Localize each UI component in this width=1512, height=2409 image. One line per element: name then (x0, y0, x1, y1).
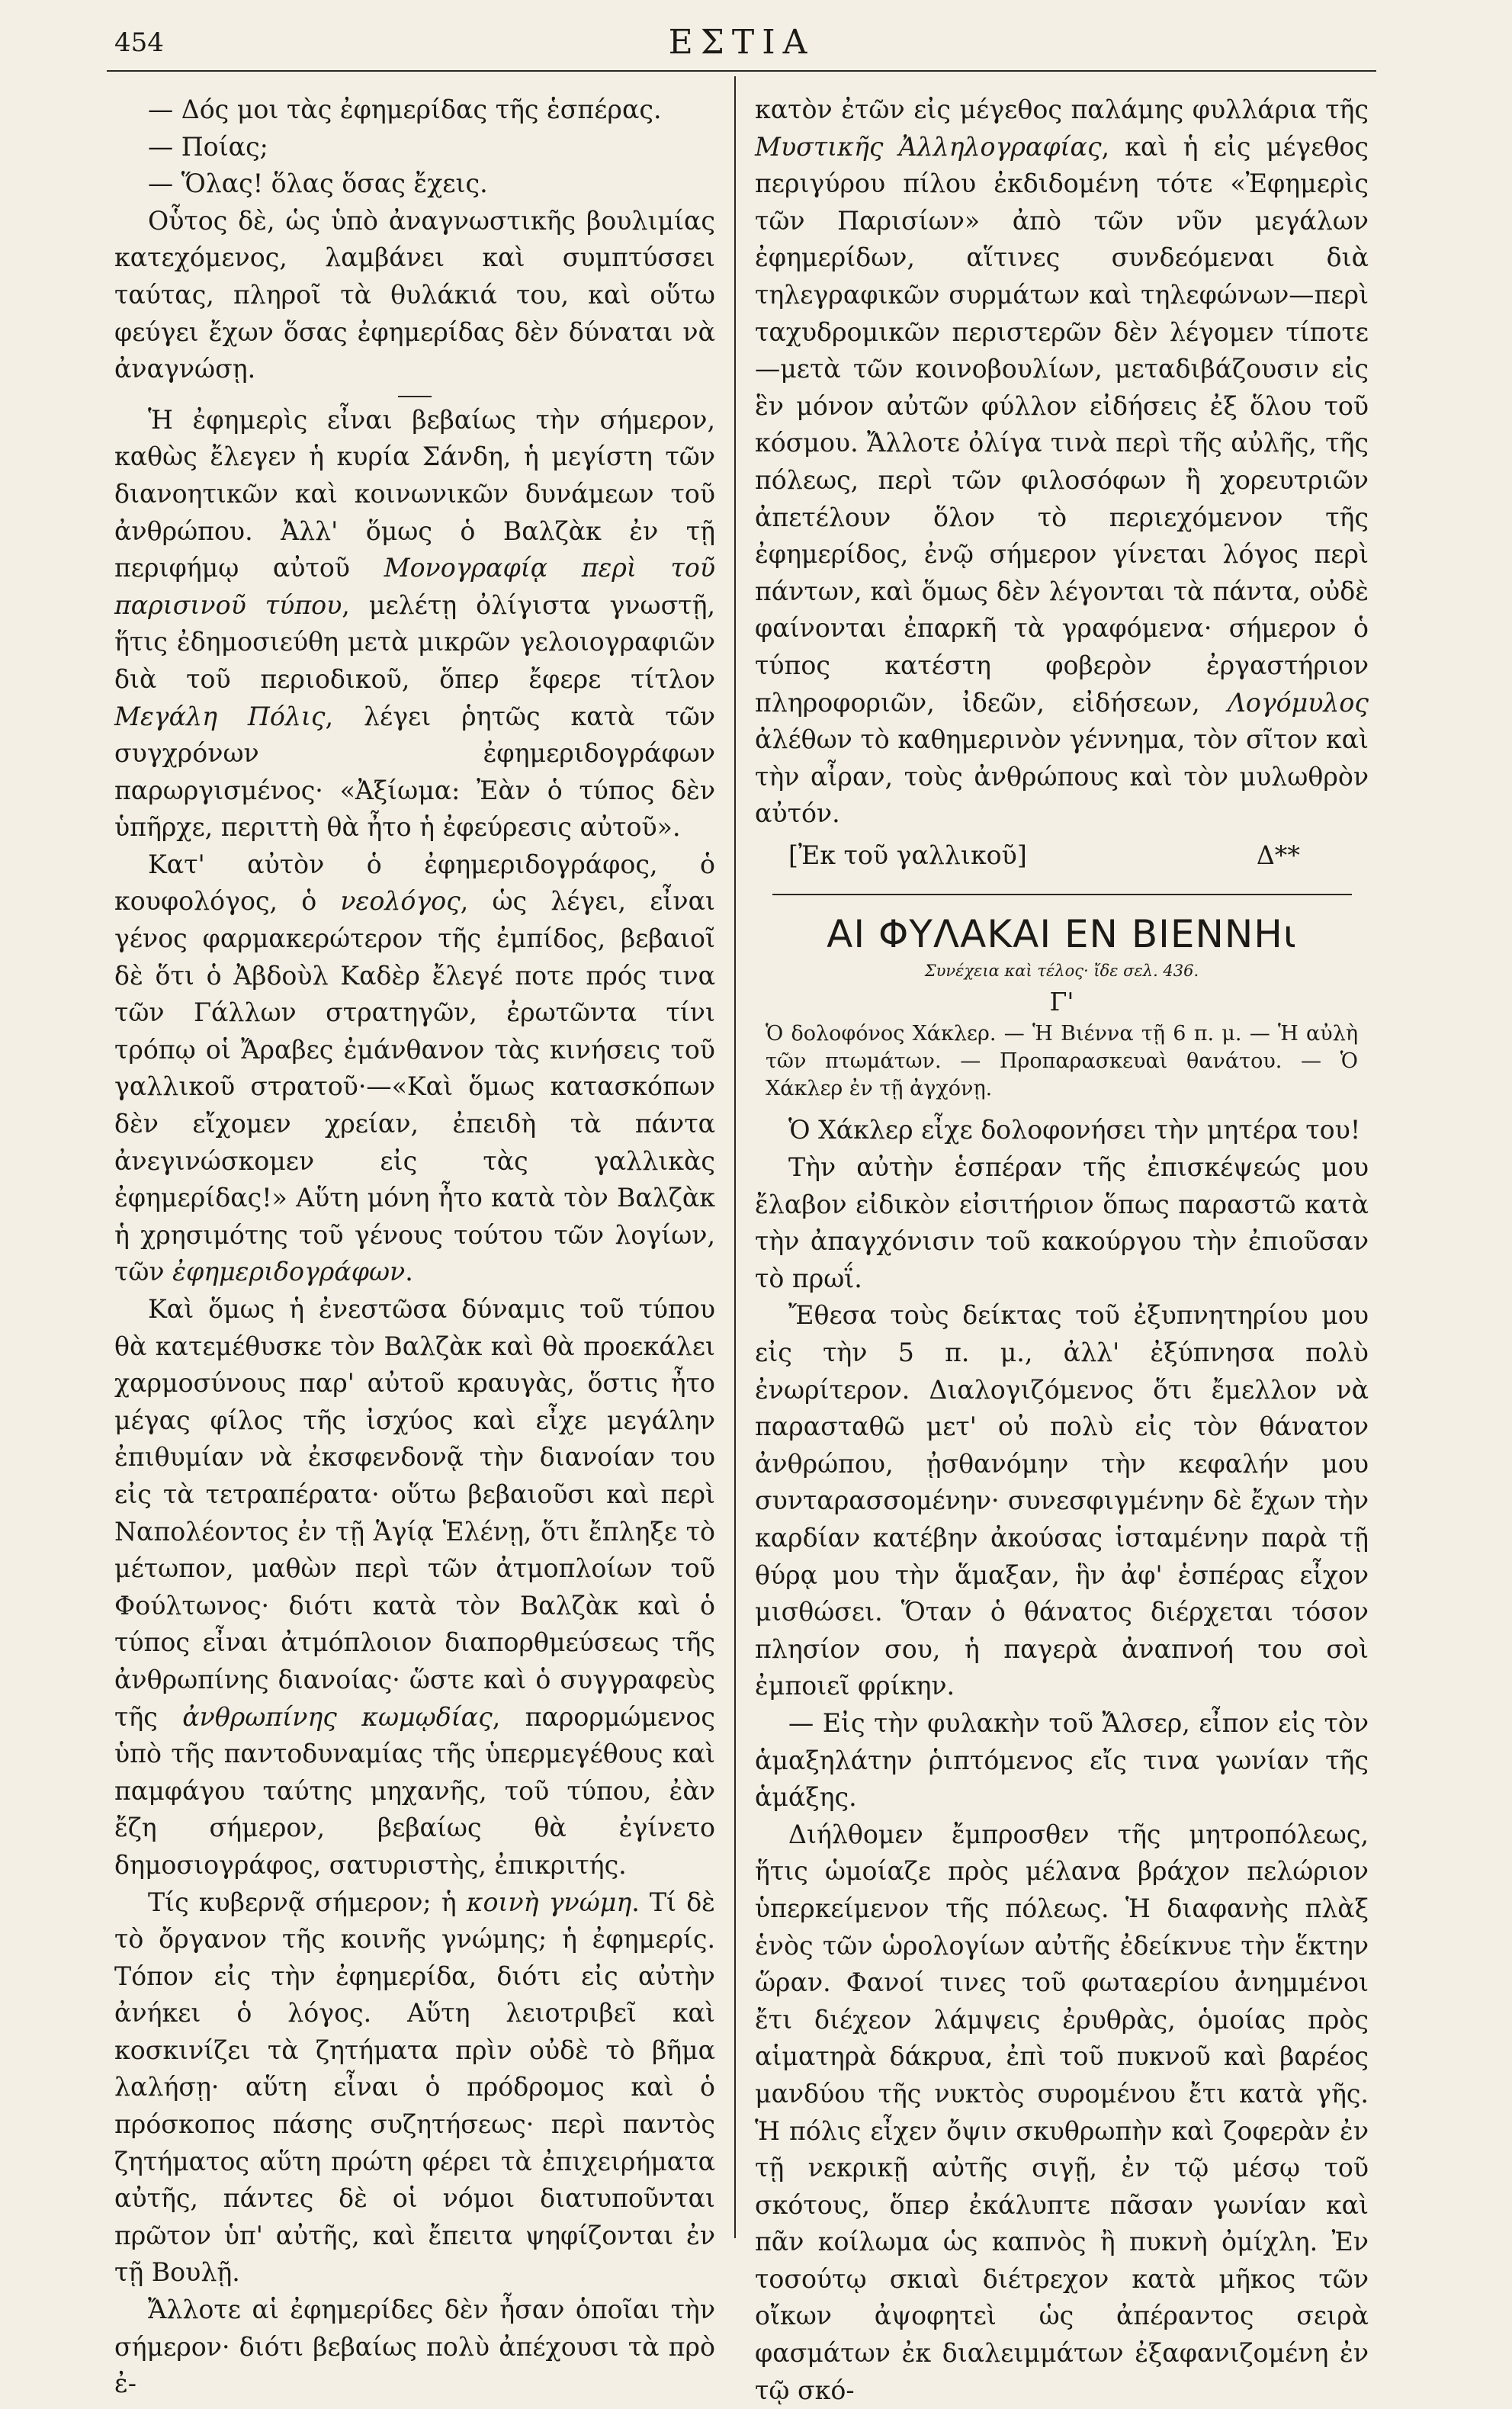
chapter-numeral: Γ' (1049, 987, 1074, 1017)
paragraph: Διήλθομεν ἔμπροσθεν τῆς μητροπόλεως, ἥτις ὡμοίαζε πρὸς μέλανα βράχον πελώριον ὑπερκείμενον τῆς πόλεως. Ἡ διαφανὴς πλὰξ ἑνὸς τῶν ὡρολογίων αὐτῆς ἐδείκνυε τὴν ἕκτην ὥραν. Φανοί τινες τοῦ φωταερίου ἀνημμένοι ἔτι διέχεον λάμψεις ἐρυθρὰς, ὁμοίας πρὸς αἱματηρὰ δάκρυα, ἐπὶ τοῦ πυκνοῦ καὶ βαρέος μανδύου τῆς νυκτὸς συρομένου ἔτι κατὰ γῆς. Ἡ πόλις εἶχεν ὄψιν σκυθρωπὴν καὶ ζοφερὰν ἐν τῇ νεκρικῇ αὐτῆς σιγῇ, ἐν τῷ μέσῳ τοῦ σκότους, ὅπερ ἐκάλυπτε πᾶσαν γωνίαν καὶ πᾶν κοίλωμα ὡς καπνὸς ἢ πυκνὴ ὀμίχλη. Ἐν τοσούτῳ σκιαὶ διέτρεχον κατὰ μῆκος τῶν οἴκων ἀψοφητεὶ ὡς ἀπέραντος σειρὰ φασμάτων ἐκ διαλειμμάτων ἐξαφανιζομένη ἐν τῷ σκό- (755, 1819, 1369, 2405)
text-run: Ἡ ἐφημερὶς εἶναι βεβαίως τὴν σήμερον, καθὼς ἔλεγεν ἡ κυρία Σάνδη, ἡ μεγίστη τῶν διανοητικῶν καὶ κοινωνικῶν δυνάμεων τοῦ ἀνθρώπου. Ἀλλ' ὅμως ὁ Βαλζὰκ ἐν τῇ περιφήμῳ αὐτοῦ (114, 404, 715, 583)
paragraph (114, 1291, 715, 1884)
italic-term: κοινὴ γνώμη (466, 1887, 632, 1917)
text-run: , λέγει ῥητῶς κατὰ τῶν συγχρόνων ἐφημεριδογράφων παρωργισμένος· «Ἀξίωμα: Ἐὰν ὁ τύπος δὲν ὑπῆρχε, περιττὴ θὰ ἦτο ἡ ἐφεύρεσις αὐτοῦ». (114, 701, 715, 843)
text-run: . Τί δὲ τὸ ὄργανον τῆς κοινῆς γνώμης; ἡ ἐφημερίς. Τόπον εἰς τὴν ἐφημερίδα, διότι εἰς αὐτὴν ἀνήκει ὁ λόγος. Αὕτη λειοτριβεῖ καὶ κοσκινίζει τὰ ζητήματα πρὶν οὐδὲ τὸ βῆμα λαλήσῃ· αὕτη εἶναι ὁ πρόδρομος καὶ ὁ πρόσκοπος πάσης συζητήσεως· περὶ παντὸς ζητήματος αὕτη πρώτη φέρει τὰ ἐπιχειρήματα αὐτῆς, πάντες δὲ οἱ νόμοι διατυποῦνται πρῶτον ὑπ' αὐτῆς, καὶ ἔπειτα ψηφίζονται ἐν τῇ Βουλῇ. (114, 1887, 715, 2288)
italic-title: Μεγάλη Πόλις (114, 701, 326, 731)
italic-term: Λογόμυλος (1227, 687, 1369, 718)
header-rule (107, 70, 1376, 72)
text-run: κατὸν ἐτῶν εἰς μέγεθος παλάμης φυλλάρια τῆς (755, 95, 1369, 124)
dialogue-line: — Ποίας; (148, 131, 268, 162)
paragraph: Ὁ Χάκλερ εἶχε δολοφονήσει τὴν μητέρα του! (788, 1115, 1361, 1145)
column-rule (734, 76, 736, 2238)
article-title: ΑΙ ΦΥΛΑΚΑΙ ΕΝ ΒΙΕΝΝΗι (827, 912, 1297, 957)
chapter-summary: Ὁ δολοφόνος Χάκλερ. — Ἡ Βιέννα τῇ 6 π. μ. — Ἡ αὐλὴ τῶν πτωμάτων. — Προπαρασκευαὶ θανάτου. — Ὁ Χάκλερ ἐν τῇ ἀγχόνῃ. (766, 1022, 1358, 1101)
article-separator (772, 894, 1352, 895)
article-subtitle: Συνέχεια καὶ τέλος· ἴδε σελ. 436. (924, 962, 1199, 981)
paragraph (755, 92, 1369, 833)
text-run: , καὶ ἡ εἰς μέγεθος περιγύρου πίλου ἐκδιδομένη τότε «Ἐφημερὶς τῶν Παρισίων» ἀπὸ τῶν νῦν μεγάλων ἐφημερίδων, αἵτινες συνδεόμεναι διὰ τηλεγραφικῶν συρμάτων καὶ τηλεφώνων—περὶ ταχυδρομικῶν περιστερῶν δὲν λέγομεν τίποτε—μετὰ τῶν κοινοβουλίων, μεταδιβάζουσιν εἰς ἓν μόνον αὐτῶν φύλλον εἰδήσεις ἐξ ὅλου τοῦ κόσμου. Ἄλλοτε ὀλίγα τινὰ περὶ τῆς αὐλῆς, τῆς πόλεως, περὶ τῶν φιλοσόφων ἢ χορευτριῶν ἀπετέλουν ὅλον τὸ περιεχόμενον τῆς ἐφημερίδος, ἐνῷ σήμερον γίνεται λόγος περὶ πάντων, καὶ ὅμως δὲν λέγονται τὰ πάντα, οὐδὲ φαίνονται ἐπαρκῆ τὰ γραφόμενα· σήμερον ὁ τύπος κατέστη φοβερὸν ἐργαστήριον πληροφοριῶν, ἰδεῶν, εἰδήσεων, (755, 131, 1369, 718)
paragraph (114, 846, 715, 1291)
italic-title: ἀνθρωπίνης κωμῳδίας (182, 1701, 493, 1732)
text-run: Καὶ ὅμως ἡ ἐνεστῶσα δύναμις τοῦ τύπου θὰ κατεμέθυσκε τὸν Βαλζὰκ καὶ θὰ προεκάλει χαρμοσύνους παρ' αὐτοῦ κραυγὰς, ὅστις ἦτο μέγας φίλος τῆς ἰσχύος καὶ εἶχε μεγάλην ἐπιθυμίαν νὰ ἐκσφενδονᾷ τὴν διανοίαν του εἰς τὰ τετραπέρατα· οὕτω βεβαιοῦσι καὶ περὶ Ναπολέοντος ἐν τῇ Ἁγίᾳ Ἑλένῃ, ὅτι ἔπληξε τὸ μέτωπον, μαθὼν περὶ τῶν ἀτμοπλοίων τοῦ Φούλτωνος· διότι κατὰ τὸν Βαλζὰκ καὶ ὁ τύπος εἶναι ἀτμόπλοιον διαπορθμεύσεως τῆς ἀνθρωπίνης διανοίας· ὥστε καὶ ὁ συγγραφεὺς τῆς (114, 1294, 715, 1732)
attribution-source: [Ἐκ τοῦ γαλλικοῦ] (788, 840, 1027, 870)
paragraph: Ἄλλοτε αἱ ἐφημερίδες δὲν ἦσαν ὁποῖαι τὴν σήμερον· διότι βεβαίως πολὺ ἀπέχουσι τὰ πρὸ ἐ- (114, 2295, 715, 2399)
page-header (107, 23, 1376, 69)
left-column (114, 92, 716, 2399)
text-run: Κατ' αὐτὸν ὁ ἐφημεριδογράφος, ὁ κουφολόγος, ὁ (114, 849, 715, 917)
dialogue-line: — Ὅλας! ὅλας ὅσας ἔχεις. (148, 169, 488, 199)
text-run: ἀλέθων τὸ καθημερινὸν γέννημα, τὸν σῖτον καὶ τὴν αἶραν, τοὺς ἀνθρώπους καὶ τὸν μυλωθρὸν αὐτόν. (755, 724, 1369, 829)
text-run: , μελέτῃ ὀλίγιστα γνωστῇ, ἥτις ἐδημοσιεύθη μετὰ μικρῶν γελοιογραφιῶν διὰ τοῦ περιοδικοῦ, ὅπερ ἔφερε τίτλον (114, 589, 716, 694)
italic-title: Μυστικῆς Ἀλληλογραφίας (755, 131, 1102, 162)
paragraph: Ἔθεσα τοὺς δείκτας τοῦ ἐξυπνητηρίου μου εἰς τὴν 5 π. μ., ἀλλ' ἐξύπνησα πολὺ ἐνωρίτερον. Διαλογιζόμενος ὅτι ἔμελλον νὰ παρασταθῶ μετ' οὐ πολὺ εἰς τὸν θάνατον ἀνθρώπου, ᾐσθανόμην τὴν κεφαλήν μου συνταρασσομένην· συνεσφιγμένην δὲ ἔχων τὴν καρδίαν κατέβην ἀκούσας ἱσταμένην παρὰ τῇ θύρᾳ μου τὴν ἅμαξαν, ἣν ἀφ' ἑσπέρας εἶχον μισθώσει. Ὅταν ὁ θάνατος διέρχεται τόσον πλησίον σου, ἡ παγερὰ ἀναπνοή του σοὶ ἐμποιεῖ φρίκην. (755, 1300, 1369, 1701)
italic-title: Μονογραφίᾳ περὶ τοῦ παρισινοῦ τύπου (114, 553, 715, 620)
text-run: . (405, 1257, 413, 1287)
text-run: , ὡς λέγει, εἶναι γένος φαρμακερώτερον τῆς ἐμπίδος, βεβαιοῖ δὲ ὅτι ὁ Ἀβδοὺλ Καδὲρ ἔλεγέ ποτε πρός τινα τῶν Γάλλων στρατηγῶν, ἐρωτῶντα τίνι τρόπῳ οἱ Ἄραβες ἐμάνθανον τὰς κινήσεις τοῦ γαλλικοῦ στρατοῦ·—«Καὶ ὅμως κατασκόπων δὲν εἴχομεν χρείαν, ἐπειδὴ τὰ πάντα ἀνεγινώσκομεν εἰς τὰς γαλλικὰς ἐφημερίδας!» Αὕτη μόνη ἦτο κατὰ τὸν Βαλζὰκ ἡ χρησιμότης τοῦ γένους τούτου τῶν λογίων, τῶν (114, 886, 715, 1287)
right-column (755, 92, 1369, 2405)
page-number: 454 (114, 27, 164, 58)
paragraph (114, 1884, 715, 2292)
attribution-signature: Δ** (1256, 840, 1300, 870)
attribution (755, 837, 1369, 875)
italic-term: ἐφημεριδογράφων (172, 1257, 406, 1287)
dialogue-line: — Εἰς τὴν φυλακὴν τοῦ Ἄλσερ, εἶπον εἰς τὸν ἁμαξηλάτην ῥιπτόμενος εἴς τινα γωνίαν τῆς ἁμάξης. (755, 1707, 1369, 1813)
paragraph: Οὗτος δὲ, ὡς ὑπὸ ἀναγνωστικῆς βουλιμίας κατεχόμενος, λαμβάνει καὶ συμπτύσσει ταύτας, πληροῖ τὰ θυλάκιά του, καὶ οὕτω φεύγει ἔχων ὅσας ἐφημερίδας δὲν δύναται νὰ ἀναγνώσῃ. (114, 205, 715, 384)
italic-term: νεολόγος (340, 886, 461, 917)
text-run: Τίς κυβερνᾷ σήμερον; ἡ (148, 1887, 467, 1917)
paragraph (114, 402, 715, 846)
text-run: , παρορμώμενος ὑπὸ τῆς παντοδυναμίας τῆς ὑπερμεγέθους καὶ παμφάγου ταύτης μηχανῆς, τοῦ τύπου, ἐὰν ἔζη σήμερον, βεβαίως θὰ ἐγίνετο δημοσιογράφος, σατυριστὴς, ἐπικριτής. (114, 1701, 715, 1880)
running-title: ΕΣΤΙΑ (668, 23, 815, 62)
section-dash (398, 396, 432, 397)
paragraph: Τὴν αὐτὴν ἑσπέραν τῆς ἐπισκέψεώς μου ἔλαβον εἰδικὸν εἰσιτήριον ὅπως παραστῶ κατὰ τὴν ἀπαγχόνισιν τοῦ κακούργου τὴν ἐπιοῦσαν τὸ πρωΐ. (755, 1152, 1369, 1293)
dialogue-line: — Δός μοι τὰς ἐφημερίδας τῆς ἑσπέρας. (148, 95, 662, 124)
